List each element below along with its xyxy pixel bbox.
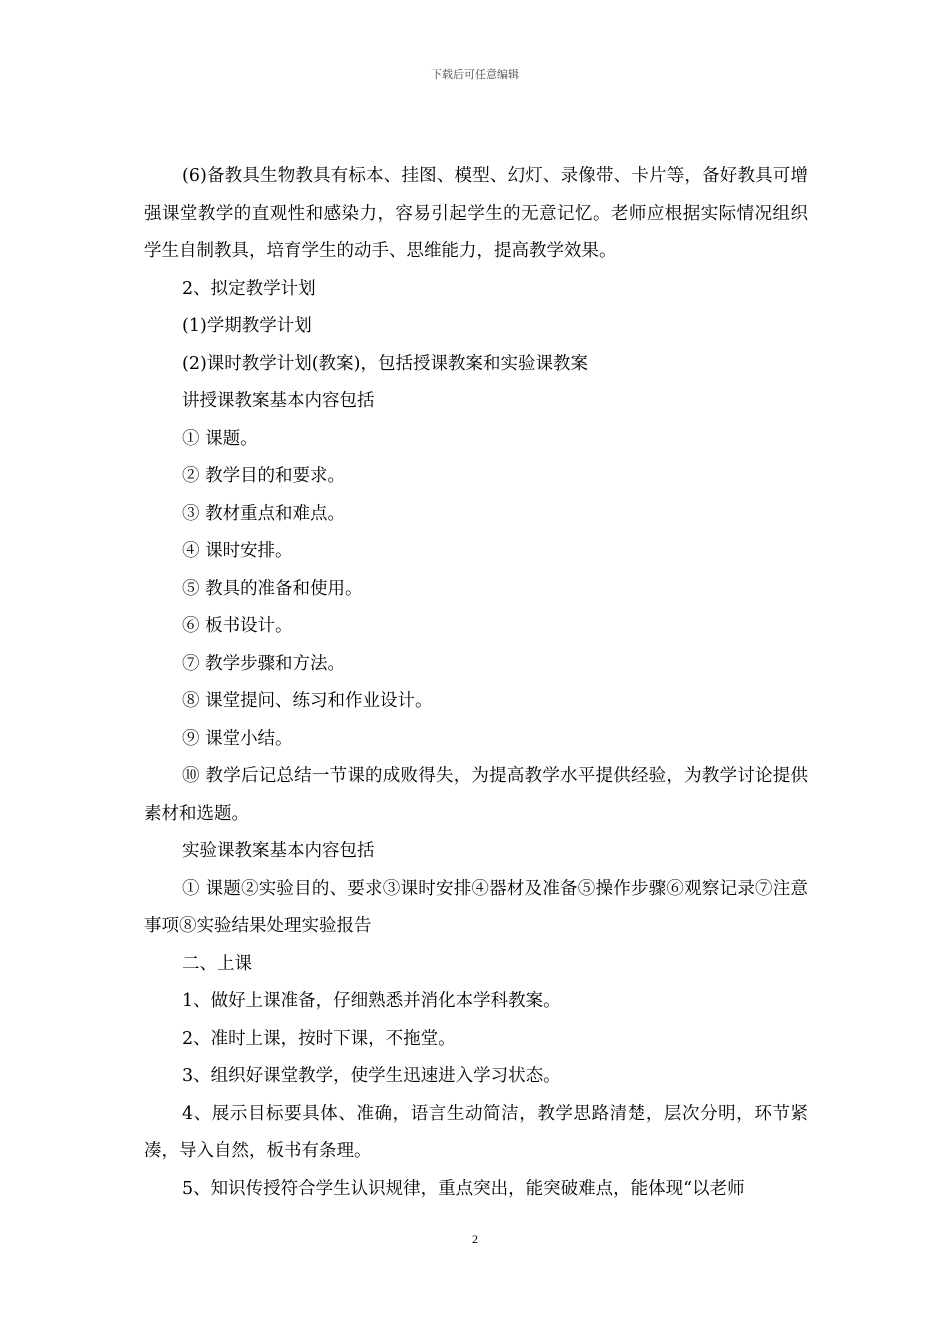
list-item: ⑦ 教学步骤和方法。 [182, 653, 346, 674]
list-item: 5、知识传授符合学生认识规律，重点突出，能突破难点，能体现“以老师 [182, 1178, 745, 1199]
list-item: ⑧ 课堂提问、练习和作业设计。 [182, 691, 433, 711]
paragraph-lab-plan-intro: 实验课教案基本内容包括 [182, 841, 375, 861]
paragraph-teaching-aids: (6)备教具生物教具有标本、挂图、模型、幻灯、录像带、卡片等，备好教具可增强课堂教学的直观性和感染力，容易引起学生的无意记忆。老师应根据实际情况组织学生自制教具，培育学生的动手、思维能力，提高教学效果。 [144, 166, 808, 261]
paragraph-heading-class: 二、上课 [182, 953, 252, 974]
paragraph-semester-plan: (1)学期教学计划 [182, 316, 312, 336]
page-header: 下载后可任意编辑 [431, 68, 519, 81]
list-item: ⑨ 课堂小结。 [182, 728, 293, 749]
paragraph-lecture-plan-intro: 讲授课教案基本内容包括 [182, 391, 375, 411]
paragraph-heading-teaching-plan: 2、拟定教学计划 [182, 278, 316, 299]
paragraph-lab-plan-items: ① 课题②实验目的、要求③课时安排④器材及准备⑤操作步骤⑥观察记录⑦注意事项⑧实验结果处理实验报告 [144, 878, 808, 936]
list-item: ④ 课时安排。 [182, 541, 293, 561]
list-item: ⑤ 教具的准备和使用。 [182, 578, 363, 599]
list-item: ② 教学目的和要求。 [182, 466, 346, 486]
list-item: ⑩ 教学后记总结一节课的成败得失，为提高教学水平提供经验，为教学讨论提供素材和选题。 [144, 766, 808, 824]
paragraph-lesson-plan: (2)课时教学计划(教案)，包括授课教案和实验课教案 [182, 353, 588, 374]
page-number: 2 [472, 1232, 478, 1246]
document-body [144, 158, 808, 1208]
list-item: 3、组织好课堂教学，使学生迅速进入学习状态。 [182, 1066, 561, 1086]
list-item: 4、展示目标要具体、准确，语言生动简洁，教学思路清楚，层次分明，环节紧凑，导入自然，板书有条理。 [144, 1103, 808, 1161]
list-item: ① 课题。 [182, 428, 258, 449]
list-item: ③ 教材重点和难点。 [182, 503, 346, 524]
list-item: ⑥ 板书设计。 [182, 616, 293, 636]
list-item: 1、做好上课准备，仔细熟悉并消化本学科教案。 [182, 991, 561, 1011]
list-item: 2、准时上课，按时下课，不拖堂。 [182, 1028, 456, 1049]
